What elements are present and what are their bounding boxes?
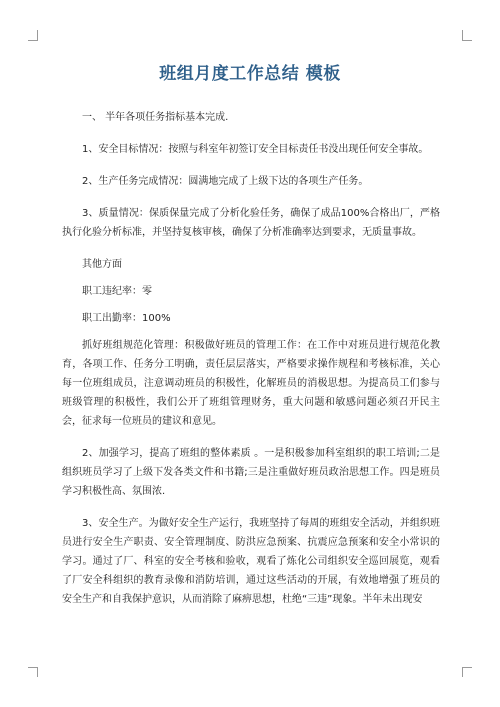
paragraph-5: 其他方面 <box>82 259 122 270</box>
crop-mark-top-right-h <box>462 40 472 41</box>
crop-mark-top-left-v <box>37 30 38 40</box>
crop-mark-bottom-right-v <box>462 667 463 677</box>
paragraph-8: 抓好班组规范化管理：积极做好班员的管理工作：在工作中对班员进行规范化教育，各项工作、任务分工明确，责任层层落实，严格要求操作规程和考核标准，关心每一位班组成员，注意调动班员的积极性，化解班员的消极思想。为提高员工们参与班级管理的积极性，我们公开了班组管理财务，重大问题和敏感问题必须召开民主会，征求每一位班员的建议和意见。 <box>62 340 440 427</box>
paragraph-3: 2、生产任务完成情况：圆满地完成了上级下达的各项生产任务。 <box>82 176 369 187</box>
paragraph-7: 职工出勤率：100% <box>82 313 171 324</box>
crop-mark-top-right-v <box>462 30 463 40</box>
paragraph-10: 3、安全生产。为做好安全生产运行，我班坚持了每周的班组安全活动，并组织班员进行安全生产职责、安全管理制度、防洪应急预案、抗震应急预案和安全小常识的学习。通过了厂、科室的安全考核和验收，观看了炼化公司组织安全巡回展览，观看了厂安全科组织的教育录像和消防培训，通过这些活动的开展，有效地增强了班员的安全生产和自我保护意识，从而消除了麻痹思想，杜绝“三违”现象。半年未出现安 <box>62 518 440 605</box>
paragraph-1: 一、 半年各项任务指标基本完成. <box>82 112 229 123</box>
paragraph-6: 职工违纪率：零 <box>82 286 152 297</box>
crop-mark-top-left-h <box>28 40 38 41</box>
document-title: 班组月度工作总结 模板 <box>159 64 341 84</box>
document-body <box>62 108 440 622</box>
crop-mark-bottom-left-v <box>37 667 38 677</box>
paragraph-9: 2、加强学习，提高了班组的整体素质 。一是积极参加科室组织的职工培训;二是组织班员学习了上级下发各类文件和书籍;三是注重做好班员政治思想工作。四是班员学习积极性高、氛围浓. <box>62 448 440 497</box>
paragraph-2: 1、安全目标情况：按照与科室年初签订安全目标责任书没出现任何安全事故。 <box>82 144 429 155</box>
paragraph-4: 3、质量情况：保质保量完成了分析化验任务，确保了成品100%合格出厂，严格执行化验分析标准，并坚持复核审核，确保了分析准确率达到要求，无质量事故。 <box>62 208 440 238</box>
crop-mark-bottom-right-h <box>462 667 472 668</box>
